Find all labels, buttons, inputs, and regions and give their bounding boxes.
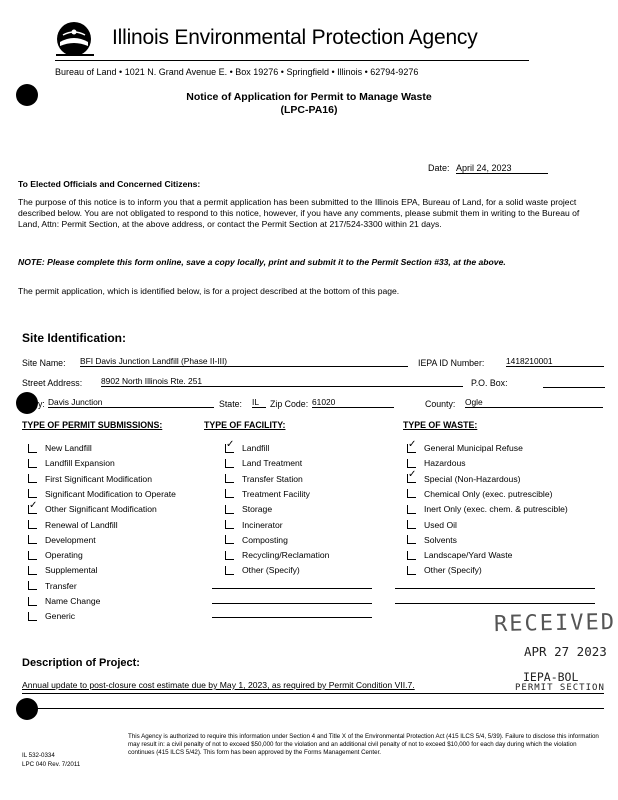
facility-option-label: Other (Specify) — [242, 565, 300, 576]
county-label: County: — [425, 399, 456, 409]
authority-statement: This Agency is authorized to require this information under Section 4 and Title X of the Environmental Protection Act (415 ILCS 5/4, 5/39). Failure to disclose this information may result in: a civil penalty of not to exceed $50,000 for the violation and an additional civil penalty of not to exceed $10,000 for each day during which the violation continues (415 ILCS 5/42). This form has been approved by the Forms Management Center. — [128, 733, 599, 756]
waste-option-label: Hazardous — [424, 458, 466, 469]
facility-heading: TYPE OF FACILITY: — [204, 420, 286, 430]
waste-option-label: Used Oil — [424, 519, 457, 530]
checkbox[interactable] — [28, 489, 37, 498]
submission-option[interactable] — [28, 581, 77, 591]
punch-hole-bottom — [16, 698, 38, 720]
checkbox[interactable] — [407, 459, 416, 468]
street-address-label: Street Address: — [22, 378, 83, 388]
intro-paragraph: The permit application, which is identified below, is for a project described at the bottom of this page. — [18, 286, 400, 296]
submission-option-label: Name Change — [45, 596, 101, 606]
checkbox[interactable] — [28, 581, 37, 590]
checkbox[interactable] — [225, 474, 234, 483]
checkbox[interactable] — [28, 474, 37, 483]
site-identification-title: Site Identification: — [22, 331, 127, 345]
checkbox[interactable] — [28, 459, 37, 468]
waste-other-line-2 — [395, 603, 595, 604]
waste-option-label: Inert Only (exec. chem. & putrescible) — [424, 504, 568, 515]
facility-option[interactable] — [225, 504, 272, 514]
po-box-field[interactable] — [543, 376, 605, 388]
submission-option-label: Transfer — [45, 580, 77, 591]
site-name-field[interactable]: BFI Davis Junction Landfill (Phase II-III) — [80, 356, 408, 367]
state-label: State: — [219, 399, 242, 409]
checkbox[interactable] — [225, 459, 234, 468]
facility-other-line-1 — [212, 588, 372, 589]
waste-option[interactable] — [407, 520, 457, 530]
purpose-paragraph: The purpose of this notice is to inform you that a permit application has been submitted to the Illinois EPA, Bureau of Land, for a solid waste project described below. You are not obligated to respond to this notice, however, if you have any comments, please submit them in writing to the Bureau of Land, Attn: Permit Section, at the above address, or contact the Permit Section at 217/524-3300 within 21 days. — [18, 197, 580, 230]
checked-checkbox[interactable] — [407, 474, 416, 483]
facility-option-label: Incinerator — [242, 519, 283, 530]
facility-option[interactable] — [225, 458, 302, 468]
facility-option[interactable] — [225, 520, 283, 530]
waste-option-label: General Municipal Refuse — [424, 443, 523, 453]
checkbox[interactable] — [407, 489, 416, 498]
submission-option[interactable] — [28, 596, 100, 606]
checkbox[interactable] — [407, 505, 416, 514]
waste-option-label: Solvents — [424, 534, 457, 545]
facility-option-label: Storage — [242, 504, 273, 515]
checkbox[interactable] — [28, 520, 37, 529]
zip-code-label: Zip Code: — [270, 399, 309, 409]
submission-option-label: Renewal of Landfill — [45, 519, 118, 530]
checkbox[interactable] — [225, 489, 234, 498]
checkbox[interactable] — [225, 566, 234, 575]
facility-option-label: Land Treatment — [242, 458, 303, 469]
checkbox[interactable] — [407, 535, 416, 544]
submission-option-label: Operating — [45, 550, 83, 561]
checkbox[interactable] — [225, 520, 234, 529]
submission-option-label: Generic — [45, 611, 76, 622]
header-rule — [55, 60, 529, 61]
submission-option[interactable] — [28, 489, 176, 499]
submission-option[interactable] — [28, 565, 98, 575]
waste-option[interactable] — [407, 535, 457, 545]
description-line-1 — [22, 693, 604, 694]
submission-option[interactable] — [28, 611, 75, 621]
submission-option-label: Supplemental — [45, 565, 98, 576]
city-label: y: — [38, 399, 45, 409]
po-box-label: P.O. Box: — [471, 378, 508, 388]
checkbox[interactable] — [407, 520, 416, 529]
checked-checkbox[interactable] — [225, 444, 234, 453]
facility-option-label: Composting — [242, 534, 288, 545]
description-title: Description of Project: — [22, 657, 140, 669]
submission-option[interactable] — [28, 535, 96, 545]
date-label: Date: — [428, 163, 450, 173]
facility-option-label: Treatment Facility — [242, 488, 310, 499]
checkbox[interactable] — [407, 566, 416, 575]
punch-hole-middle — [16, 392, 38, 414]
notice-code: (LPC-PA16) — [280, 104, 338, 116]
submission-option[interactable] — [28, 550, 83, 560]
greeting: To Elected Officials and Concerned Citizens: — [18, 179, 201, 189]
checkbox[interactable] — [28, 535, 37, 544]
submission-option-label: Significant Modification to Operate — [45, 488, 176, 499]
submission-option-label: Other Significant Modification — [45, 504, 157, 515]
submission-option-label: First Significant Modification — [45, 473, 152, 484]
description-line-2 — [22, 708, 604, 709]
zip-code-field[interactable]: 61020 — [312, 397, 394, 408]
facility-other-line-3 — [212, 617, 372, 618]
facility-option[interactable] — [225, 535, 288, 545]
waste-option[interactable] — [407, 474, 520, 484]
submission-option-label: New Landfill — [45, 443, 92, 453]
submissions-heading: TYPE OF PERMIT SUBMISSIONS: — [22, 420, 163, 430]
notice-title: Notice of Application for Permit to Manage Waste — [186, 91, 432, 103]
note-paragraph: NOTE: Please complete this form online, save a copy locally, print and submit it to the Permit Section #33, at the above. — [18, 257, 506, 267]
county-field[interactable]: Ogle — [465, 397, 603, 408]
checkbox[interactable] — [28, 597, 37, 606]
submission-option[interactable] — [28, 443, 92, 453]
agency-address: Bureau of Land • 1021 N. Grand Avenue E. • Box 19276 • Springfield • Illinois • 62794-9276 — [55, 67, 419, 77]
checkbox[interactable] — [225, 535, 234, 544]
received-stamp: RECEIVED — [493, 609, 617, 638]
waste-option[interactable] — [407, 489, 552, 499]
facility-option[interactable] — [225, 550, 329, 560]
date-value[interactable]: April 24, 2023 — [456, 163, 548, 174]
site-name-label: Site Name: — [22, 358, 66, 368]
checkbox[interactable] — [28, 444, 37, 453]
submission-option[interactable] — [28, 520, 118, 530]
waste-option[interactable] — [407, 504, 568, 514]
submission-option-label: Landfill Expansion — [45, 458, 115, 469]
waste-heading: TYPE OF WASTE: — [403, 420, 478, 430]
facility-other-line-2 — [212, 603, 372, 604]
form-id: IL 532-0334 — [22, 752, 55, 759]
waste-option[interactable] — [407, 550, 512, 560]
iepa-id-label: IEPA ID Number: — [418, 358, 485, 368]
submission-option[interactable] — [28, 474, 152, 484]
iepa-id-field[interactable]: 1418210001 — [506, 356, 604, 367]
form-revision: LPC 040 Rev. 7/2011 — [22, 761, 81, 768]
checked-checkbox[interactable] — [28, 505, 37, 514]
stamp-office: IEPA-BOL — [523, 670, 579, 684]
agency-title: Illinois Environmental Protection Agency — [112, 26, 478, 49]
agency-logo — [54, 20, 96, 65]
waste-option-label: Landscape/Yard Waste — [424, 550, 513, 561]
state-field[interactable]: IL — [252, 397, 266, 408]
facility-option-label: Landfill — [242, 443, 270, 453]
facility-option[interactable] — [225, 443, 269, 453]
waste-option[interactable] — [407, 458, 466, 468]
facility-option-label: Recycling/Reclamation — [242, 550, 330, 561]
facility-option-label: Transfer Station — [242, 473, 303, 484]
street-address-field[interactable]: 8902 North Illinois Rte. 251 — [101, 376, 463, 387]
checkbox[interactable] — [28, 612, 37, 621]
waste-option-label: Chemical Only (exec. putrescible) — [424, 488, 553, 499]
checkbox[interactable] — [225, 505, 234, 514]
facility-option[interactable] — [225, 565, 300, 575]
checkbox[interactable] — [28, 566, 37, 575]
stamp-section: PERMIT SECTION — [515, 683, 605, 693]
submission-option-label: Development — [45, 534, 96, 545]
city-field[interactable]: Davis Junction — [48, 397, 214, 408]
checkbox[interactable] — [225, 551, 234, 560]
facility-option[interactable] — [225, 489, 310, 499]
waste-other-line-1 — [395, 588, 595, 589]
waste-option-label: Other (Specify) — [424, 565, 482, 576]
description-text[interactable]: Annual update to post-closure cost estimate due by May 1, 2023, as required by Permit Condition VII.7. — [22, 680, 415, 690]
facility-option[interactable] — [225, 474, 303, 484]
waste-option[interactable] — [407, 443, 523, 453]
waste-option-label: Special (Non-Hazardous) — [424, 473, 521, 484]
submission-option[interactable] — [28, 504, 157, 514]
checked-checkbox[interactable] — [407, 444, 416, 453]
stamp-date: APR 27 2023 — [524, 644, 607, 659]
submission-option[interactable] — [28, 458, 115, 468]
waste-option[interactable] — [407, 565, 482, 575]
checkbox[interactable] — [407, 551, 416, 560]
checkbox[interactable] — [28, 551, 37, 560]
